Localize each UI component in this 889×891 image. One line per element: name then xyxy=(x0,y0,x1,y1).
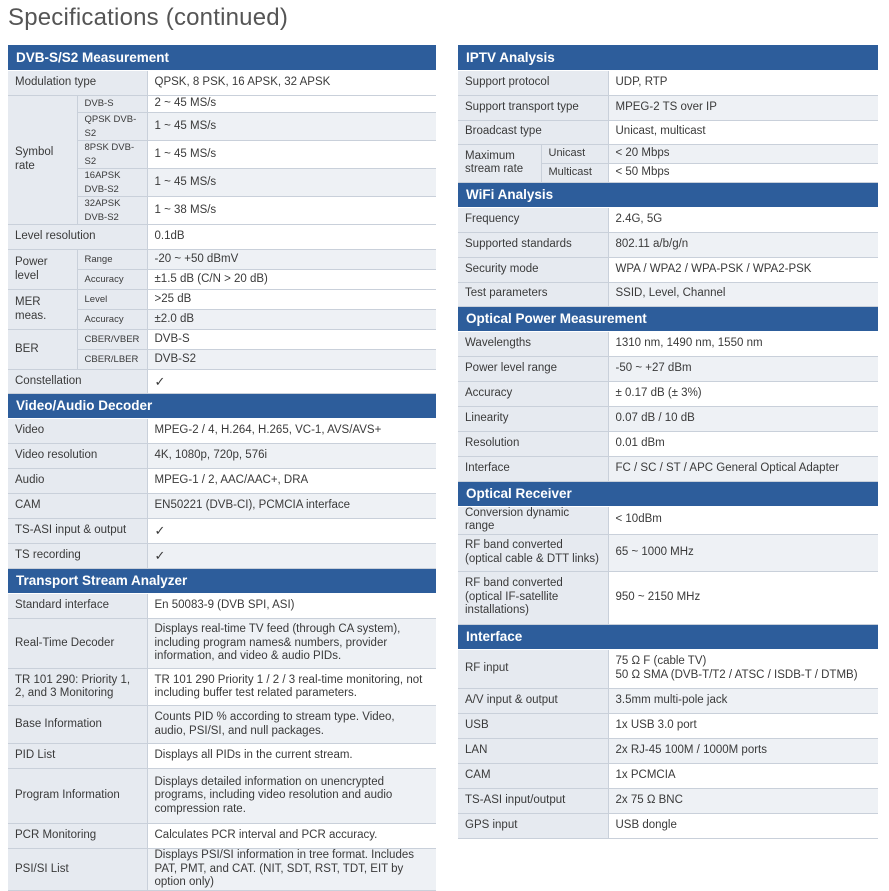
row-label: Linearity xyxy=(458,406,608,431)
sub-label: Unicast xyxy=(541,144,608,163)
row-label: RF band converted (optical IF-satellite installations) xyxy=(458,571,608,624)
row-value: EN50221 (DVB-CI), PCMCIA interface xyxy=(147,494,436,519)
row-value: 2.4G, 5G xyxy=(608,207,878,232)
row-label: GPS input xyxy=(458,813,608,838)
row-label: PSI/SI List xyxy=(8,849,147,891)
row-value: Displays real-time TV feed (through CA system), including program names& numbers, provider information, and video & audio PIDs. xyxy=(147,619,436,669)
spec-table-left xyxy=(8,45,436,891)
sub-label: CBER/VBER xyxy=(77,330,147,350)
row-label: MER meas. xyxy=(8,290,77,330)
row-value: 2x 75 Ω BNC xyxy=(608,788,878,813)
left-column xyxy=(8,45,436,891)
section-video-title: Video/Audio Decoder xyxy=(8,394,436,419)
sub-label: QPSK DVB-S2 xyxy=(77,113,147,141)
row-value: 1 ~ 45 MS/s xyxy=(147,113,436,141)
row-label: Modulation type xyxy=(8,70,147,95)
row-label: Power level xyxy=(8,250,77,290)
row-label: TR 101 290: Priority 1, 2, and 3 Monitoring xyxy=(8,669,147,706)
row-label: Accuracy xyxy=(458,381,608,406)
sub-label: Accuracy xyxy=(77,270,147,290)
row-value: 0.1dB xyxy=(147,225,436,250)
row-label: Security mode xyxy=(458,257,608,282)
row-label: BER xyxy=(8,330,77,370)
row-value: 0.01 dBm xyxy=(608,431,878,456)
row-value: 3.5mm multi-pole jack xyxy=(608,688,878,713)
row-value: Displays all PIDs in the current stream. xyxy=(147,744,436,769)
spec-table-right xyxy=(458,45,878,839)
row-value: WPA / WPA2 / WPA-PSK / WPA2-PSK xyxy=(608,257,878,282)
row-label: Program Information xyxy=(8,769,147,824)
row-value: 2x RJ-45 100M / 1000M ports xyxy=(608,738,878,763)
row-label: Real-Time Decoder xyxy=(8,619,147,669)
row-value: 950 ~ 2150 MHz xyxy=(608,571,878,624)
row-value: DVB-S xyxy=(147,330,436,350)
section-dvb-title: DVB-S/S2 Measurement xyxy=(8,45,436,70)
sub-label: 32APSK DVB-S2 xyxy=(77,197,147,225)
row-value: QPSK, 8 PSK, 16 APSK, 32 APSK xyxy=(147,70,436,95)
section-tsa-title: Transport Stream Analyzer xyxy=(8,569,436,594)
row-value: USB dongle xyxy=(608,813,878,838)
row-value: SSID, Level, Channel xyxy=(608,282,878,306)
row-value: >25 dB xyxy=(147,290,436,310)
row-label: CAM xyxy=(458,763,608,788)
row-value: Displays detailed information on unencrypted programs, including video resolution and audio compression rate. xyxy=(147,769,436,824)
section-wifi-title: WiFi Analysis xyxy=(458,182,878,207)
row-label: Support protocol xyxy=(458,70,608,95)
row-label: Broadcast type xyxy=(458,120,608,144)
sub-label: Level xyxy=(77,290,147,310)
row-value: UDP, RTP xyxy=(608,70,878,95)
check-icon: ✓ xyxy=(147,544,436,569)
row-label: TS-ASI input/output xyxy=(458,788,608,813)
row-label: Symbol rate xyxy=(8,95,77,225)
row-label: Test parameters xyxy=(458,282,608,306)
row-label: TS recording xyxy=(8,544,147,569)
row-label: Interface xyxy=(458,456,608,481)
sub-label: CBER/LBER xyxy=(77,350,147,370)
row-label: Supported standards xyxy=(458,232,608,257)
row-label: Maximum stream rate xyxy=(458,144,541,182)
sub-label: Accuracy xyxy=(77,310,147,330)
row-label: Video xyxy=(8,419,147,444)
sub-label: 16APSK DVB-S2 xyxy=(77,169,147,197)
check-icon: ✓ xyxy=(147,519,436,544)
row-value: -20 ~ +50 dBmV xyxy=(147,250,436,270)
section-opm-title: Optical Power Measurement xyxy=(458,306,878,331)
row-label: Frequency xyxy=(458,207,608,232)
row-value: 1x PCMCIA xyxy=(608,763,878,788)
row-label: Constellation xyxy=(8,370,147,394)
row-value: < 10dBm xyxy=(608,506,878,534)
row-label: Level resolution xyxy=(8,225,147,250)
row-value: TR 101 290 Priority 1 / 2 / 3 real-time monitoring, not including buffer test related parameters. xyxy=(147,669,436,706)
row-value: 4K, 1080p, 720p, 576i xyxy=(147,444,436,469)
row-label: Video resolution xyxy=(8,444,147,469)
row-value: Unicast, multicast xyxy=(608,120,878,144)
section-iface-title: Interface xyxy=(458,624,878,649)
rf-input-line: 75 Ω F (cable TV) xyxy=(615,655,707,667)
row-value: 65 ~ 1000 MHz xyxy=(608,534,878,571)
check-icon: ✓ xyxy=(147,370,436,394)
section-orx-title: Optical Receiver xyxy=(458,481,878,506)
row-value: ±2.0 dB xyxy=(147,310,436,330)
row-label: TS-ASI input & output xyxy=(8,519,147,544)
sub-label: DVB-S xyxy=(77,95,147,113)
row-label: Standard interface xyxy=(8,594,147,619)
row-value: FC / SC / ST / APC General Optical Adapter xyxy=(608,456,878,481)
row-value: < 50 Mbps xyxy=(608,163,878,182)
section-iptv-title: IPTV Analysis xyxy=(458,45,878,70)
row-label: Support transport type xyxy=(458,95,608,120)
row-value: < 20 Mbps xyxy=(608,144,878,163)
row-label: CAM xyxy=(8,494,147,519)
sub-label: Multicast xyxy=(541,163,608,182)
row-label: RF input xyxy=(458,649,608,688)
row-label: Base Information xyxy=(8,706,147,744)
row-value: 2 ~ 45 MS/s xyxy=(147,95,436,113)
row-value: Calculates PCR interval and PCR accuracy. xyxy=(147,824,436,849)
right-column xyxy=(458,45,878,839)
row-value: En 50083-9 (DVB SPI, ASI) xyxy=(147,594,436,619)
row-value: ±1.5 dB (C/N > 20 dB) xyxy=(147,270,436,290)
row-value: MPEG-2 / 4, H.264, H.265, VC-1, AVS/AVS+ xyxy=(147,419,436,444)
row-label: PCR Monitoring xyxy=(8,824,147,849)
row-label: Audio xyxy=(8,469,147,494)
row-value: 802.11 a/b/g/n xyxy=(608,232,878,257)
row-value: 0.07 dB / 10 dB xyxy=(608,406,878,431)
row-label: Wavelengths xyxy=(458,331,608,356)
page-title: Specifications (continued) xyxy=(8,4,289,31)
row-value: 1 ~ 45 MS/s xyxy=(147,169,436,197)
row-label: Resolution xyxy=(458,431,608,456)
row-label: A/V input & output xyxy=(458,688,608,713)
row-value: 1 ~ 45 MS/s xyxy=(147,141,436,169)
row-label: LAN xyxy=(458,738,608,763)
row-value xyxy=(608,649,878,688)
rf-input-line: 50 Ω SMA (DVB-T/T2 / ATSC / ISDB-T / DTMB) xyxy=(615,668,858,681)
row-value: MPEG-2 TS over IP xyxy=(608,95,878,120)
row-label: USB xyxy=(458,713,608,738)
row-value: ± 0.17 dB (± 3%) xyxy=(608,381,878,406)
row-value: 1x USB 3.0 port xyxy=(608,713,878,738)
sub-label: 8PSK DVB-S2 xyxy=(77,141,147,169)
row-value: 1 ~ 38 MS/s xyxy=(147,197,436,225)
row-label: Power level range xyxy=(458,356,608,381)
sub-label: Range xyxy=(77,250,147,270)
row-value: MPEG-1 / 2, AAC/AAC+, DRA xyxy=(147,469,436,494)
row-value: Displays PSI/SI information in tree format. Includes PAT, PMT, and CAT. (NIT, SDT, RST, TDT, EIT by option only) xyxy=(147,849,436,891)
row-value: 1310 nm, 1490 nm, 1550 nm xyxy=(608,331,878,356)
row-value: Counts PID % according to stream type. Video, audio, PSI/SI, and null packages. xyxy=(147,706,436,744)
row-label: RF band converted (optical cable & DTT links) xyxy=(458,534,608,571)
row-value: -50 ~ +27 dBm xyxy=(608,356,878,381)
row-label: PID List xyxy=(8,744,147,769)
row-value: DVB-S2 xyxy=(147,350,436,370)
row-label: Conversion dynamic range xyxy=(458,506,608,534)
